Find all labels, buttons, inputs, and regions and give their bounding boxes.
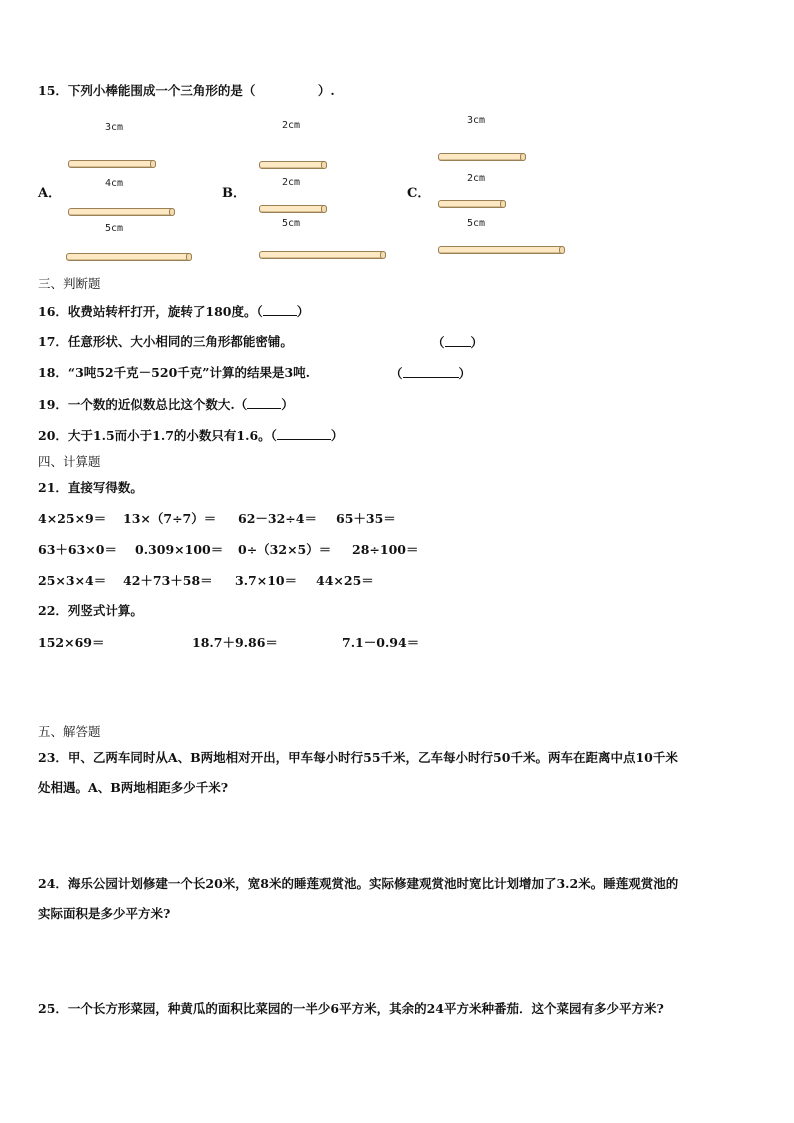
question-18-answer bbox=[390, 365, 471, 382]
vertical-calc-3: 7.1－0.94＝ bbox=[342, 635, 420, 650]
calc-r2c4: 28÷100＝ bbox=[352, 542, 419, 557]
stick-a2 bbox=[68, 208, 175, 216]
stick-c1-label: 3cm bbox=[467, 115, 486, 126]
question-17-open: （ bbox=[432, 335, 445, 350]
calc-r2c2: 0.309×100＝ bbox=[135, 542, 224, 557]
answer-blank-20[interactable] bbox=[277, 427, 331, 440]
question-18-text: 18．“3吨52千克－520千克”计算的结果是3吨. bbox=[38, 365, 311, 380]
question-19-close: ） bbox=[281, 397, 294, 412]
answer-blank-18[interactable] bbox=[403, 365, 459, 378]
answer-blank-19[interactable] bbox=[247, 396, 281, 409]
stick-c2-label: 2cm bbox=[467, 173, 486, 184]
question-24-line2: 实际面积是多少平方米? bbox=[38, 906, 171, 921]
stick-b3-label: 5cm bbox=[282, 218, 301, 229]
question-23-line1: 23．甲、乙两车同时从A、B两地相对开出，甲车每小时行55千米，乙车每小时行50千米。两车在距离中点10千米 bbox=[38, 750, 678, 765]
question-19 bbox=[38, 396, 294, 413]
question-19-text: 19．一个数的近似数总比这个数大.（ bbox=[38, 397, 248, 412]
question-24-line1: 24．海乐公园计划修建一个长20米，宽8米的睡莲观赏池。实际修建观赏池时宽比计划增加了3.2米。睡莲观赏池的 bbox=[38, 876, 679, 891]
vertical-calc-2: 18.7＋9.86＝ bbox=[192, 635, 278, 650]
answer-blank-17[interactable] bbox=[445, 334, 471, 347]
question-21: 21．直接写得数。 bbox=[38, 480, 143, 495]
calc-r1c1: 4×25×9＝ bbox=[38, 511, 107, 526]
stick-b1-label: 2cm bbox=[282, 120, 301, 131]
option-a-label: A． bbox=[38, 186, 62, 201]
stick-a1-label: 3cm bbox=[105, 122, 124, 133]
question-18 bbox=[38, 365, 310, 381]
question-15: 15．下列小棒能围成一个三角形的是（ ）. bbox=[38, 83, 335, 98]
calc-r2c3: 0÷（32×5）＝ bbox=[238, 542, 332, 557]
stick-a2-label: 4cm bbox=[105, 178, 124, 189]
question-20-close: ） bbox=[330, 428, 344, 443]
stick-b2 bbox=[259, 205, 327, 213]
stick-c3-label: 5cm bbox=[467, 218, 486, 229]
calc-r3c2: 42＋73＋58＝ bbox=[123, 573, 213, 588]
answer-blank-16[interactable] bbox=[263, 303, 297, 316]
stick-b3 bbox=[259, 251, 386, 259]
calc-r3c4: 44×25＝ bbox=[316, 573, 374, 588]
stick-b2-label: 2cm bbox=[282, 177, 301, 188]
calc-r3c3: 3.7×10＝ bbox=[235, 573, 298, 588]
vertical-calc-1: 152×69＝ bbox=[38, 635, 105, 650]
question-17-close: ） bbox=[470, 335, 484, 350]
section-4-title: 四、计算题 bbox=[38, 454, 101, 469]
calc-r1c3: 62－32÷4＝ bbox=[238, 511, 317, 526]
question-16-close: ） bbox=[296, 304, 310, 319]
question-17 bbox=[38, 334, 293, 350]
calc-r1c4: 65＋35＝ bbox=[336, 511, 396, 526]
option-b-label: B． bbox=[222, 186, 246, 201]
question-16 bbox=[38, 303, 309, 320]
calc-r1c2: 13×（7÷7）＝ bbox=[123, 511, 217, 526]
calc-r3c1: 25×3×4＝ bbox=[38, 573, 107, 588]
stick-a3 bbox=[66, 253, 192, 261]
section-5-title: 五、解答题 bbox=[38, 724, 101, 739]
section-3-title: 三、判断题 bbox=[38, 276, 101, 291]
stick-c3 bbox=[438, 246, 565, 254]
question-16-text: 16．收费站转杆打开，旋转了180度。（ bbox=[38, 304, 263, 319]
question-23-line2: 处相遇。A、B两地相距多少千米? bbox=[38, 780, 229, 795]
question-18-open: （ bbox=[390, 366, 403, 381]
stick-a3-label: 5cm bbox=[105, 223, 124, 234]
question-18-close: ） bbox=[458, 366, 472, 381]
stick-c2 bbox=[438, 200, 506, 208]
option-c-label: C． bbox=[407, 186, 431, 201]
stick-c1 bbox=[438, 153, 526, 161]
question-22: 22．列竖式计算。 bbox=[38, 603, 143, 618]
question-20-text: 20．大于1.5而小于1.7的小数只有1.6。（ bbox=[38, 428, 277, 443]
question-17-answer bbox=[432, 334, 483, 351]
question-17-text: 17．任意形状、大小相同的三角形都能密铺。 bbox=[38, 334, 293, 349]
calc-r2c1: 63＋63×0＝ bbox=[38, 542, 117, 557]
question-25: 25．一个长方形菜园，种黄瓜的面积比菜园的一半少6平方米，其余的24平方米种番茄．这个菜园有多少平方米? bbox=[38, 1001, 664, 1016]
stick-a1 bbox=[68, 160, 156, 168]
question-20 bbox=[38, 427, 343, 444]
stick-b1 bbox=[259, 161, 327, 169]
